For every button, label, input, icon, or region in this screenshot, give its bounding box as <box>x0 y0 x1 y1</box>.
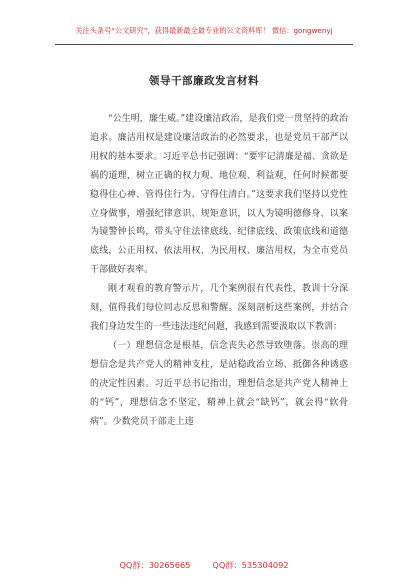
footer-qq-group-1: QQ群：30265665 <box>119 560 191 570</box>
document-title: 领导干部廉政发言材料 <box>149 75 259 87</box>
header-notice: 关注头条号“公文研究”，获得最新最全最专业的公文资料库！ 微信：gongwenyj <box>75 26 333 35</box>
document-body <box>90 110 348 431</box>
footer <box>0 560 408 571</box>
paragraph: （一）理想信念是根基，信念丧失必然导致堕落。崇高的理想信念是共产党人的精神支柱，是站稳政治立场、抵御各种诱惑的决定性因素。习近平总书记指出，理想信念是共产党人精神上的“钙”，理想信念不坚定，精神上就会“缺钙”，就会得“软骨病”。少数党员干部走上违 <box>90 340 348 427</box>
paragraph: “公生明，廉生威。”建设廉洁政治，是我们党一贯坚持的政治追求。廉洁用权是建设廉洁政治的必然要求，也是党员干部严以用权的基本要求。习近平总书记强调：“要牢记清廉是福、贪欲是祸的道理，树立正确的权力观、地位观、利益观，任何时候都要稳得住心神、管得住行为、守得住清白。”这要求我们坚持以党性立身做事，增强纪律意识、规矩意识，以人为镜明德修身、以案为镜警钟长鸣，带头守住法律底线、纪律底线、政策底线和道德底线，公正用权、依法用权、为民用权、廉洁用权，为全市党员干部做好表率。 <box>90 114 348 276</box>
header-divider <box>55 44 353 45</box>
paragraph: 刚才观看的教育警示片，几个案例很有代表性，教训十分深刻，值得我们每位同志反思和警醒。深刻剖析这些案例，并结合我们身边发生的一些违法违纪问题，我感到需要汲取以下教训： <box>90 284 348 332</box>
footer-qq-group-2: QQ群：535304092 <box>212 560 289 570</box>
